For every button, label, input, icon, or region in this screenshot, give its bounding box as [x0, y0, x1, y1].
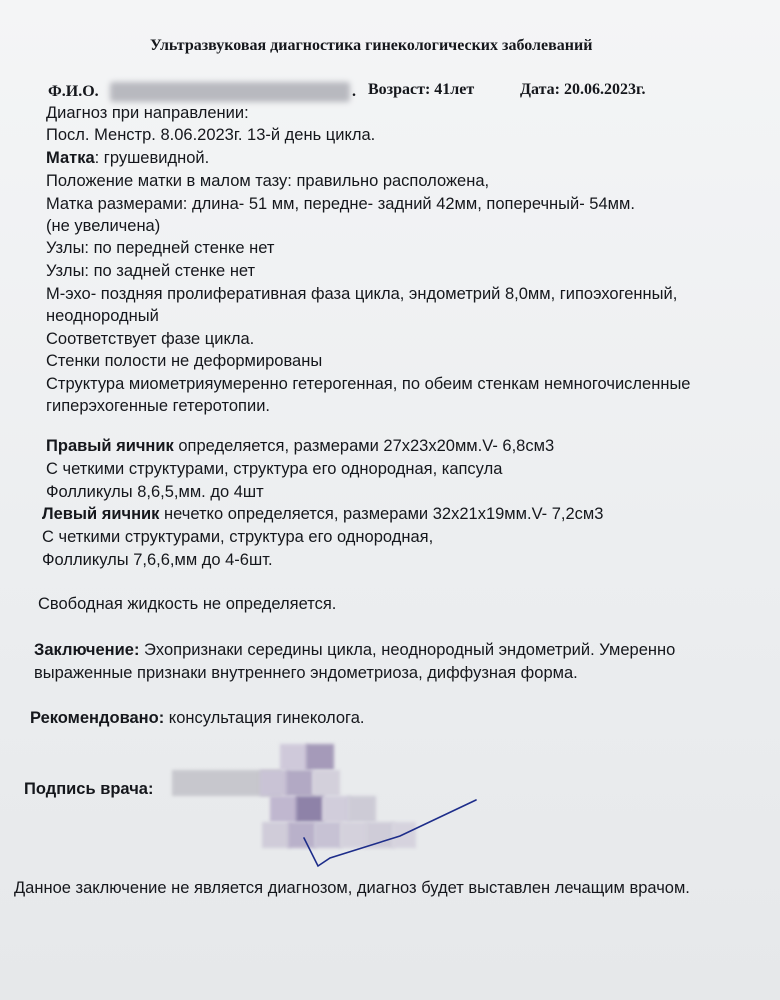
exam-date: Дата: 20.06.2023г. — [520, 81, 646, 98]
myometrium-line-2: гиперэхогенные гетеротопии. — [46, 397, 270, 415]
footer-disclaimer: Данное заключение не является диагнозом, диагноз будет выставлен лечащим врачом. — [14, 879, 690, 897]
nodes-front-wall: Узлы: по передней стенке нет — [46, 239, 275, 257]
right-ovary-label: Правый яичник — [46, 437, 174, 455]
signature-label: Подпись врача: — [24, 780, 154, 798]
document-title: Ультразвуковая диагностика гинекологических заболеваний — [150, 37, 593, 54]
left-ovary-follicles: Фолликулы 7,6,6,мм до 4-6шт. — [42, 551, 273, 569]
uterus-label: Матка — [46, 149, 95, 167]
conclusion-text-1: Эхопризнаки середины цикла, неоднородный эндометрий. Умеренно — [139, 641, 676, 659]
m-echo-line-1: М-эхо- поздняя пролиферативная фаза цикла, эндометрий 8,0мм, гипоэхогенный, — [46, 285, 678, 303]
uterus-size: Матка размерами: длина- 51 мм, передне- задний 42мм, поперечный- 54мм. — [46, 195, 635, 213]
left-ovary-structure: С четкими структурами, структура его однородная, — [42, 528, 434, 546]
uterus-position: Положение матки в малом тазу: правильно расположена, — [46, 172, 490, 190]
right-ovary-size: определяется, размерами 27x23x20мм.V- 6,8см3 — [173, 437, 555, 455]
referral-diagnosis: Диагноз при направлении: — [46, 104, 249, 122]
m-echo-line-2: неоднородный — [46, 307, 159, 325]
last-menstruation: Посл. Менстр. 8.06.2023г. 13-й день цикла. — [46, 126, 376, 144]
nodes-back-wall: Узлы: по задней стенке нет — [46, 262, 256, 280]
left-ovary-label: Левый яичник — [42, 505, 160, 523]
recommendation-text: консультация гинеколога. — [164, 709, 365, 727]
myometrium-line-1: Структура миометрияумеренно гетерогенная, по обеим стенкам немногочисленные — [46, 375, 691, 393]
cycle-phase: Соответствует фазе цикла. — [46, 330, 255, 348]
fio-tail: . — [352, 83, 356, 100]
uterus-not-enlarged: (не увеличена) — [46, 217, 161, 235]
right-ovary-structure: С четкими структурами, структура его однородная, капсула — [46, 460, 503, 478]
conclusion-line-2: выраженные признаки внутреннего эндометриоза, диффузная форма. — [34, 664, 578, 682]
left-ovary-size: нечетко определяется, размерами 32x21x19мм.V- 7,2см3 — [159, 505, 604, 523]
right-ovary-follicles: Фолликулы 8,6,5,мм. до 4шт — [46, 483, 264, 501]
free-fluid: Свободная жидкость не определяется. — [38, 595, 337, 613]
fio-label: Ф.И.О. — [48, 83, 99, 100]
conclusion-label: Заключение: — [34, 641, 140, 659]
recommendation-label: Рекомендовано: — [30, 709, 165, 727]
cavity-walls: Стенки полости не деформированы — [46, 352, 323, 370]
patient-age: Возраст: 41лет — [368, 81, 475, 98]
uterus-shape: : грушевидной. — [94, 149, 210, 167]
